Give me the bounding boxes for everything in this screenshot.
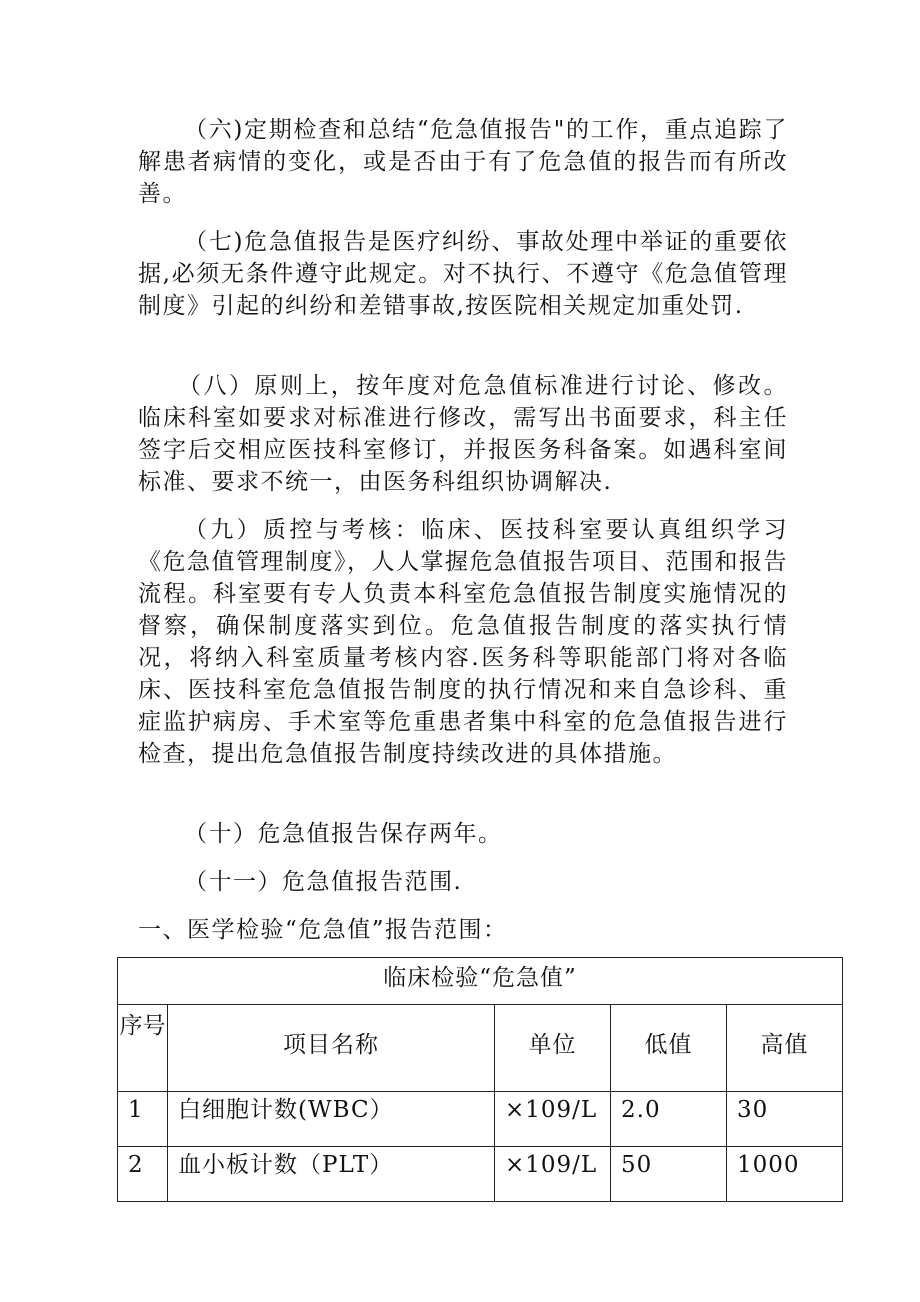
header-high: 高值 <box>727 1005 843 1092</box>
cell-high: 1000 <box>727 1147 843 1202</box>
paragraph-6: （六)定期检查和总结“危急值报告"的工作，重点追踪了解患者病情的变化，或是否由于有了危急值的报告而有所改善。 <box>138 117 788 207</box>
header-name: 项目名称 <box>168 1005 495 1092</box>
table-row <box>118 1092 843 1147</box>
paragraph-10: （十）危急值报告保存两年。 <box>184 821 503 847</box>
cell-unit: ×109/L <box>495 1147 611 1202</box>
cell-low: 2.0 <box>611 1092 727 1147</box>
cell-seq: 2 <box>118 1147 168 1202</box>
paragraph-11: （十一）危急值报告范围. <box>184 869 463 895</box>
paragraph-8: （八）原则上，按年度对危急值标准进行讨论、修改。临床科室如要求对标准进行修改，需写出书面要求，科主任签字后交相应医技科室修订，并报医务科备案。如遇科室间标准、要求不统一，由医务科组织协调解决. <box>138 373 788 495</box>
cell-seq: 1 <box>118 1092 168 1147</box>
cell-unit: ×109/L <box>495 1092 611 1147</box>
paragraph-9: （九）质控与考核：临床、医技科室要认真组织学习《危急值管理制度》，人人掌握危急值报告项目、范围和报告流程。科室要有专人负责本科室危急值报告制度实施情况的督察，确保制度落实到位。危急值报告制度的落实执行情况，将纳入科室质量考核内容.医务科等职能部门将对各临床、医技科室危急值报告制度的执行情况和来自急诊科、重症监护病房、手术室等危重患者集中科室的危急值报告进行检查，提出危急值报告制度持续改进的具体措施。 <box>138 517 788 767</box>
header-seq: 序号 <box>118 1005 168 1092</box>
header-unit: 单位 <box>495 1005 611 1092</box>
header-low: 低值 <box>611 1005 727 1092</box>
table-caption: 临床检验“危急值” <box>118 958 843 1005</box>
cell-name: 血小板计数（PLT） <box>168 1147 495 1202</box>
cell-name: 白细胞计数(WBC） <box>168 1092 495 1147</box>
table-header-row <box>118 1005 843 1092</box>
critical-value-table <box>117 957 843 1202</box>
cell-low: 50 <box>611 1147 727 1202</box>
paragraph-7: （七)危急值报告是医疗纠纷、事故处理中举证的重要依据,必须无条件遵守此规定。对不执行、不遵守《危急值管理制度》引起的纠纷和差错事故,按医院相关规定加重处罚. <box>138 229 788 319</box>
table-row <box>118 1147 843 1202</box>
section-heading: 一、医学检验“危急值”报告范围： <box>138 917 508 943</box>
cell-high: 30 <box>727 1092 843 1147</box>
